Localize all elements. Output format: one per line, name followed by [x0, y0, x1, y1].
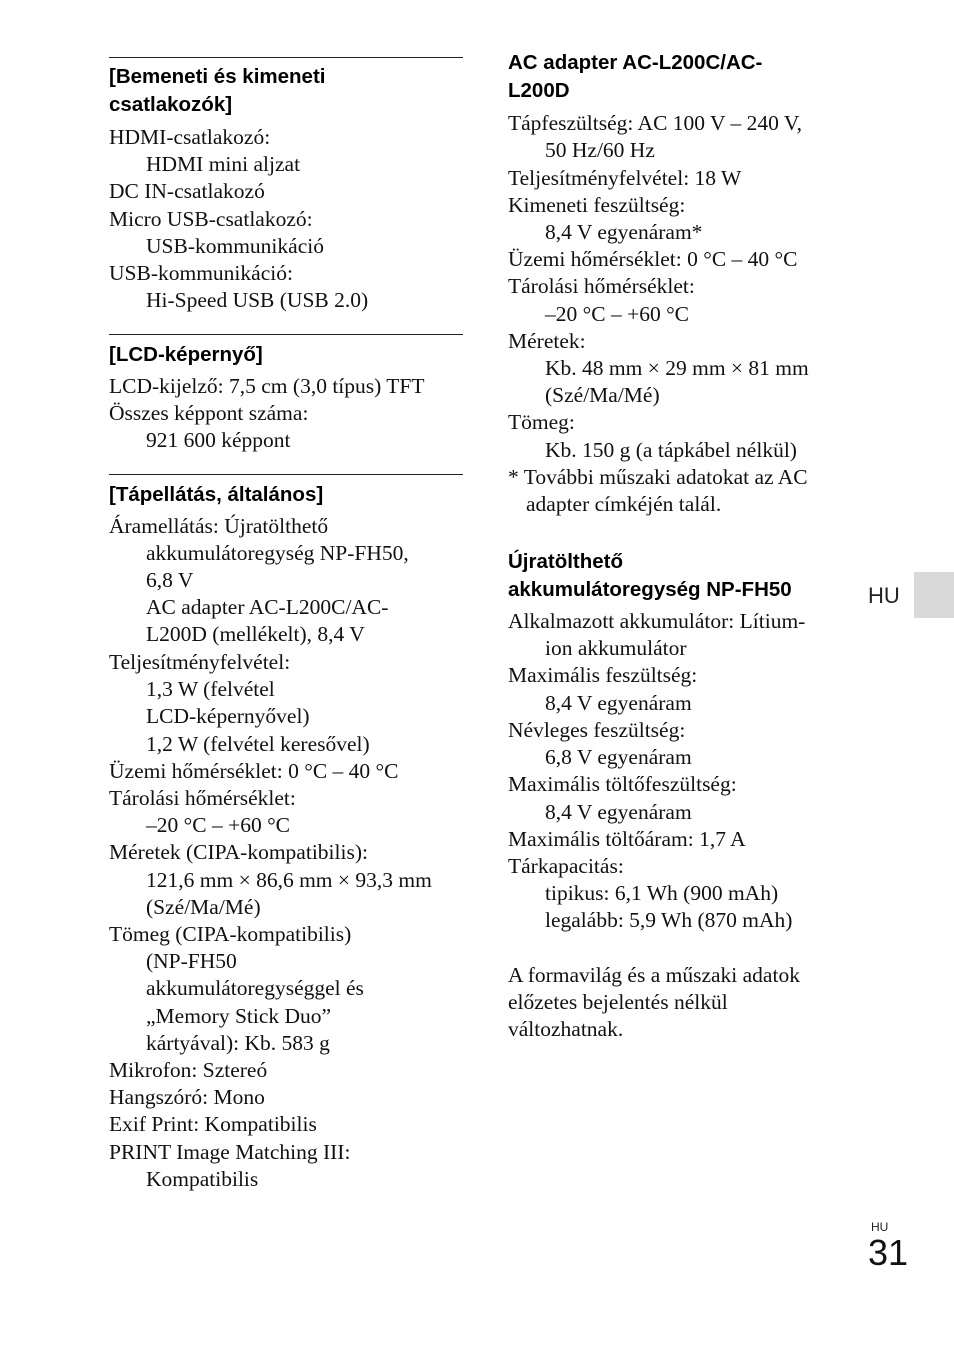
spec-line: Tárkapacitás:	[508, 854, 624, 878]
spec-line: Üzemi hőmérséklet: 0 °C – 40 °C	[109, 759, 399, 783]
spec-line: Tárolási hőmérséklet:	[109, 786, 296, 810]
spec-line: (Szé/Ma/Mé)	[146, 895, 261, 919]
language-side-tab	[914, 572, 954, 618]
footnote-line: adapter címkéjén talál.	[526, 492, 722, 516]
section-heading-ac-adapter: AC adapter AC-L200C/AC-	[508, 51, 763, 74]
spec-line: legalább: 5,9 Wh (870 mAh)	[545, 908, 793, 932]
spec-line: PRINT Image Matching III:	[109, 1140, 351, 1164]
section-heading-connectors: [Bemeneti és kimeneti	[109, 65, 326, 88]
section-divider	[109, 474, 463, 475]
section-heading-battery-cont: akkumulátoregység NP-FH50	[508, 578, 792, 601]
spec-line: Kompatibilis	[146, 1167, 259, 1191]
spec-line: 921 600 képpont	[146, 428, 291, 452]
spec-line: USB-kommunikáció:	[109, 261, 293, 285]
spec-line: „Memory Stick Duo”	[146, 1004, 332, 1028]
spec-line: 6,8 V egyenáram	[545, 745, 692, 769]
spec-line: Maximális töltőáram: 1,7 A	[508, 827, 746, 851]
spec-line: 1,3 W (felvétel	[146, 677, 275, 701]
page-number: 31	[868, 1232, 909, 1273]
spec-line: 6,8 V	[146, 568, 194, 592]
spec-line: Összes képpont száma:	[109, 401, 309, 425]
page-language-code: HU	[871, 1220, 889, 1234]
spec-line: 1,2 W (felvétel keresővel)	[146, 732, 370, 756]
spec-line: –20 °C – +60 °C	[545, 302, 690, 326]
spec-line: tipikus: 6,1 Wh (900 mAh)	[545, 881, 779, 905]
spec-line: Hangszóró: Mono	[109, 1085, 265, 1109]
section-heading-battery: Újratölthető	[508, 550, 624, 573]
spec-line: 8,4 V egyenáram	[545, 800, 692, 824]
spec-line: Micro USB-csatlakozó:	[109, 207, 313, 231]
spec-line: Kb. 150 g (a tápkábel nélkül)	[545, 438, 797, 462]
disclaimer-line: változhatnak.	[508, 1017, 624, 1041]
spec-line: akkumulátoregységgel és	[146, 976, 364, 1000]
spec-line: ion akkumulátor	[545, 636, 687, 660]
spec-line: 8,4 V egyenáram*	[545, 220, 703, 244]
spec-line: USB-kommunikáció	[146, 234, 324, 258]
spec-line: Üzemi hőmérséklet: 0 °C – 40 °C	[508, 247, 798, 271]
spec-line: Méretek:	[508, 329, 586, 353]
spec-line: HDMI-csatlakozó:	[109, 125, 271, 149]
spec-line: (NP-FH50	[146, 949, 237, 973]
section-heading-lcd: [LCD-képernyő]	[109, 343, 263, 366]
spec-line: Tömeg (CIPA-kompatibilis)	[109, 922, 352, 946]
section-heading-ac-adapter-cont: L200D	[508, 79, 570, 102]
spec-line: Tápfeszültség: AC 100 V – 240 V,	[508, 111, 803, 135]
spec-line: Áramellátás: Újratölthető	[109, 514, 329, 538]
spec-line: Teljesítményfelvétel:	[109, 650, 291, 674]
spec-line: –20 °C – +60 °C	[146, 813, 291, 837]
spec-line: Kimeneti feszültség:	[508, 193, 686, 217]
spec-line: Méretek (CIPA-kompatibilis):	[109, 840, 368, 864]
spec-line: 50 Hz/60 Hz	[545, 138, 655, 162]
spec-line: 121,6 mm × 86,6 mm × 93,3 mm	[146, 868, 432, 892]
spec-line: kártyával): Kb. 583 g	[146, 1031, 330, 1055]
spec-line: AC adapter AC-L200C/AC-	[146, 595, 389, 619]
spec-line: Hi-Speed USB (USB 2.0)	[146, 288, 369, 312]
spec-line: Kb. 48 mm × 29 mm × 81 mm	[545, 356, 809, 380]
spec-line: Maximális feszültség:	[508, 663, 698, 687]
spec-line: LCD-képernyővel)	[146, 704, 310, 728]
spec-line: L200D (mellékelt), 8,4 V	[146, 622, 365, 646]
spec-line: 8,4 V egyenáram	[545, 691, 692, 715]
spec-line: HDMI mini aljzat	[146, 152, 301, 176]
spec-line: Tömeg:	[508, 410, 575, 434]
language-tab-label: HU	[868, 583, 900, 608]
spec-line: LCD-kijelző: 7,5 cm (3,0 típus) TFT	[109, 374, 425, 398]
spec-line: Tárolási hőmérséklet:	[508, 274, 695, 298]
disclaimer-line: előzetes bejelentés nélkül	[508, 990, 728, 1014]
section-divider	[109, 57, 463, 58]
spec-line: akkumulátoregység NP-FH50,	[146, 541, 409, 565]
disclaimer-line: A formavilág és a műszaki adatok	[508, 963, 800, 987]
spec-line: DC IN-csatlakozó	[109, 179, 265, 203]
spec-line: Mikrofon: Sztereó	[109, 1058, 268, 1082]
section-heading-connectors-cont: csatlakozók]	[109, 93, 233, 116]
spec-line: Exif Print: Kompatibilis	[109, 1112, 317, 1136]
spec-line: Teljesítményfelvétel: 18 W	[508, 166, 742, 190]
spec-line: Alkalmazott akkumulátor: Lítium-	[508, 609, 806, 633]
spec-line: (Szé/Ma/Mé)	[545, 383, 660, 407]
footnote-line: * További műszaki adatokat az AC	[508, 465, 808, 489]
section-heading-power: [Tápellátás, általános]	[109, 483, 324, 506]
spec-line: Maximális töltőfeszültség:	[508, 772, 737, 796]
spec-line: Névleges feszültség:	[508, 718, 686, 742]
section-divider	[109, 334, 463, 335]
